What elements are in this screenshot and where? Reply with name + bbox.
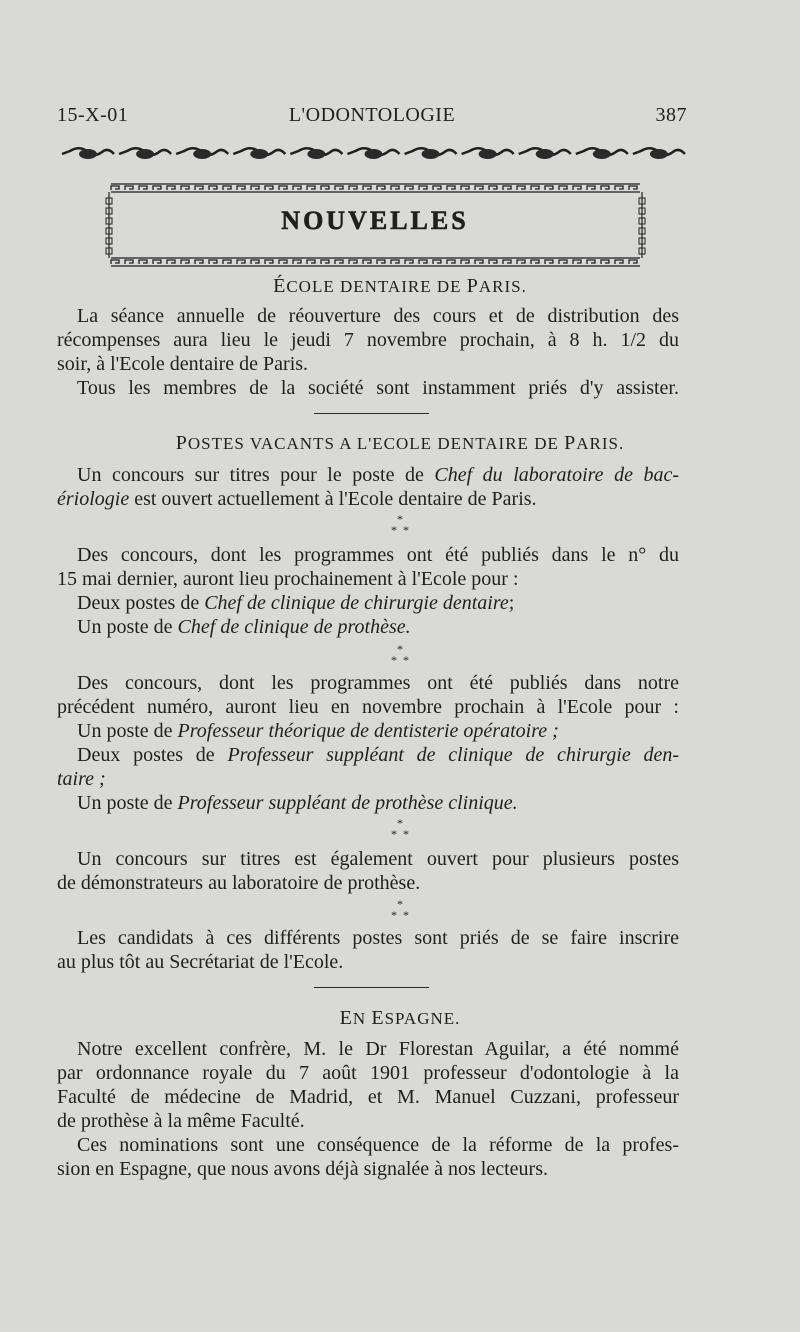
paragraph-line: Ces nominations sont une conséquence de la réforme de la profes- [77,1134,679,1156]
paragraph-line: précédent numéro, auront lieu en novembre prochain à l'Ecole pour : [57,696,679,718]
paragraph-line: de prothèse à la même Faculté. [57,1110,305,1132]
ornament-motif [633,148,685,159]
ornament-motif [290,148,342,159]
paragraph-line: soir, à l'Ecole dentaire de Paris. [57,353,309,375]
ornament-motif [347,148,399,159]
paragraph-line: Un concours sur titres est également ouvert pour plusieurs postes [77,848,679,870]
section-divider [314,413,429,414]
section-heading-ecole: ÉCOLE DENTAIRE DE PARIS. [273,275,527,297]
ornament-motif [462,148,514,159]
paragraph-line: taire ; [57,768,106,790]
paragraph-line: Tous les membres de la société sont instamment priés d'y assister. [77,377,679,399]
paragraph-line: Un poste de Professeur suppléant de prothèse clinique. [77,792,518,814]
paragraph-line: Faculté de médecine de Madrid, et M. Manuel Cuzzani, professeur [57,1086,679,1108]
ornament-motif [176,148,228,159]
section-heading-espagne: EN ESPAGNE. [339,1007,461,1029]
banner-title: NOUVELLES [281,206,469,235]
ornamental-rule-icon [60,143,688,165]
section-divider [314,987,429,988]
ornament-motif [119,148,171,159]
paragraph-line: Les candidats à ces différents postes sont priés de se faire inscrire [77,927,679,949]
paragraph-line: Deux postes de Professeur suppléant de clinique de chirurgie den- [77,744,679,766]
paragraph-line: Un concours sur titres pour le poste de Chef du laboratoire de bac- [77,464,680,486]
asterism-icon: * * * [391,512,409,537]
paragraph-line: Un poste de Chef de clinique de prothèse. [77,616,411,638]
asterism-icon: * * * [391,642,409,667]
ornament-motif [233,148,285,159]
issue-date: 15-X-01 [57,104,129,126]
paragraph-line: Un poste de Professeur théorique de dentisterie opératoire ; [77,720,559,742]
paragraph-line: ériologie est ouvert actuellement à l'Ecole dentaire de Paris. [57,488,537,510]
asterism-icon: * * * [391,897,409,922]
ornament-motif [519,148,571,159]
ornament-motif [576,148,628,159]
asterism-icon: * * * [391,816,409,841]
paragraph-line: Deux postes de Chef de clinique de chirurgie dentaire; [77,592,515,614]
ornament-motif [62,148,114,159]
running-header [57,104,687,134]
paragraph-line: par ordonnance royale du 7 août 1901 professeur d'odontologie à la [57,1062,679,1084]
paragraph-line: La séance annuelle de réouverture des cours et de distribution des [77,305,679,327]
journal-title: L'ODONTOLOGIE [288,104,456,126]
paragraph-line: Des concours, dont les programmes ont été publiés dans notre [77,672,679,694]
paragraph-line: Des concours, dont les programmes ont été publiés dans le n° du [77,544,679,566]
ornament-motif [405,148,457,159]
section-heading-postes: POSTES VACANTS A L'ECOLE DENTAIRE DE PARIS. [175,432,625,454]
paragraph-line: au plus tôt au Secrétariat de l'Ecole. [57,951,344,973]
paragraph-line: récompenses aura lieu le jeudi 7 novembre prochain, à 8 h. 1/2 du [57,329,679,351]
section-banner [103,174,648,274]
paragraph-line: de démonstrateurs au laboratoire de prothèse. [57,872,421,894]
paragraph-line: sion en Espagne, que nous avons déjà signalée à nos lecteurs. [57,1158,548,1180]
paragraph-line: 15 mai dernier, auront lieu prochainement à l'Ecole pour : [57,568,519,590]
paragraph-line: Notre excellent confrère, M. le Dr Florestan Aguilar, a été nommé [77,1038,679,1060]
page-number: 387 [655,104,687,126]
